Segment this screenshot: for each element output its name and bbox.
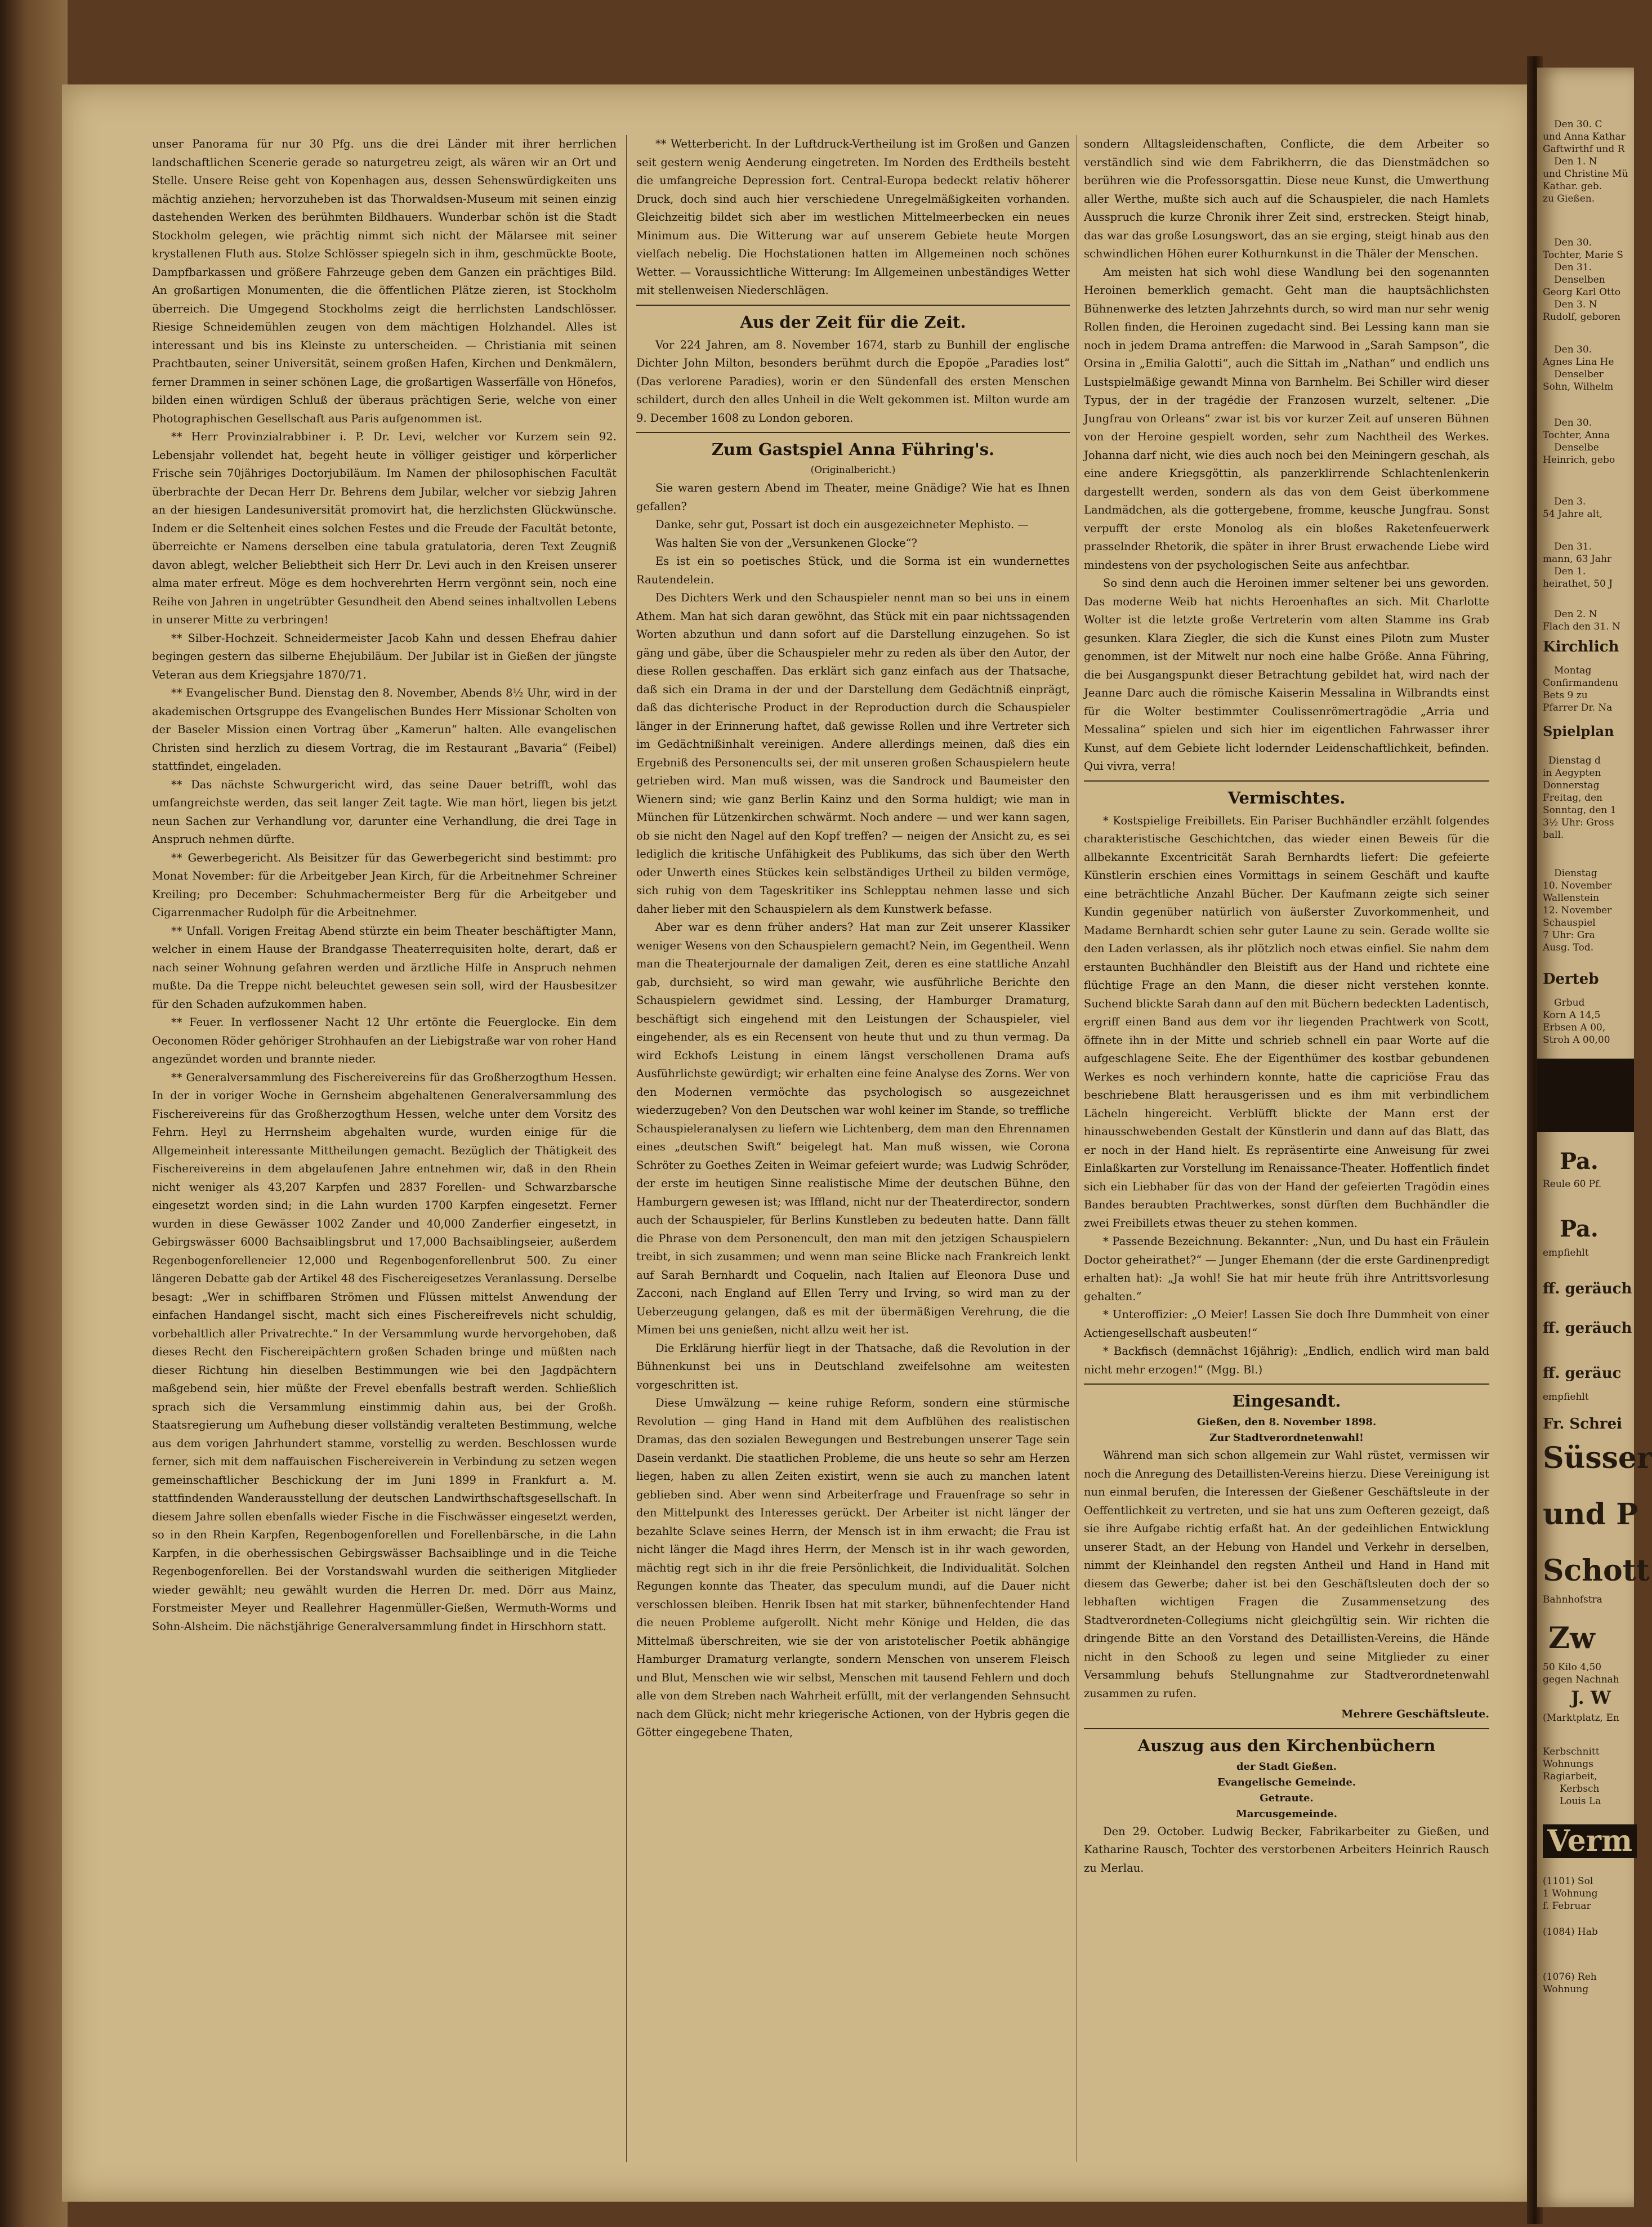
section-divider — [1084, 780, 1489, 782]
fragment-line: Schauspiel — [1543, 917, 1596, 929]
fragment-line: 54 Jahre alt, — [1543, 508, 1603, 520]
fragment-line: Ausg. Tod. — [1543, 942, 1594, 953]
column-local-news — [152, 135, 617, 1636]
gastspiel-paragraph: Was halten Sie von der „Versunkenen Glocke“? — [655, 536, 917, 550]
article-panorama: unser Panorama für nur 30 Pfg. uns die drei Länder mit ihrer herrlichen landschaftlichen Scenerie gerade so naturgetreu zeigt, als wären wir an Ort und Stelle. Unsere Reise geht von Kopenhagen aus, dessen Sehenswürdigkeiten uns mächtig anziehen; hervorzuheben ist das Thorwaldsen-Museum mit seinen einzig dastehenden Werken des berühmten Bildhauers. Wunderbar schön ist die Stadt Stockholm gelegen, wie prächtig nimmt sich nicht der Mälarsee mit seiner krystallenen Fluth aus. Stolze Schlösser spiegeln sich in ihm, geschmückte Boote, Dampfbarkassen und größere Fahrzeuge geben dem Ganzen ein prächtiges Bild. An großartigen Monumenten, die die öffentlichen Plätze zieren, ist Stockholm überreich. Die Umgegend Stockholms zeigt die herrlichsten Landschlösser. Riesige Schneidemühlen zeugen von dem mächtigen Holzhandel. Alles ist interessant und bis ins Kleinste zu unterscheiden. — Christiania mit seinen Prachtbauten, seiner Universität, seinem großen Hafen, Kirchen und Denkmälern, ferner Drammen in seiner schönen Lage, die großartigen Wasserfälle von Hönefos, bilden einen würdigen Schluß der überaus prächtigen Serie, welche von einer Photographischen Gesellschaft aus Paris aufgenommen ist. — [152, 137, 617, 425]
fragment-line: 3½ Uhr: Gross — [1543, 817, 1614, 828]
heading-eingesandt: Eingesandt. — [1232, 1391, 1341, 1411]
fragment-heading: ff. geräuch — [1543, 1320, 1632, 1337]
fragment-line: Bets 9 zu — [1543, 690, 1588, 701]
gastspiel-paragraph: Sie waren gestern Abend im Theater, meine Gnädige? Wie hat es Ihnen gefallen? — [636, 481, 1070, 513]
fragment-line: Reule 60 Pf. — [1543, 1179, 1602, 1190]
fragment-line: 12. November — [1543, 905, 1612, 916]
fragment-line: Georg Karl Otto — [1543, 287, 1620, 298]
fragment-line: Sonntag, den 1 — [1543, 805, 1617, 816]
article-fishery-assembly: ** Generalversammlung des Fischereivereins für das Großherzogthum Hessen. In der in voriger Woche in Gernsheim abgehaltenen Generalversammlung des Fischereivereins für das Großherzogthum Hessen, welche unter dem Vorsitz des Fehrn. Heyl zu Herrnsheim abgehalten wurde, wurden einige für die Allgemeinheit interessante Mittheilungen gemacht. Bezüglich der Thätigkeit des Fischereivereins in dem abgelaufenen Jahre entnehmen wir, daß in den Rhein nicht weniger als 43,207 Karpfen und 2837 Forellen- und Schwarzbarsche eingesetzt worden sind; in die Lahn wurden 1700 Karpfen eingesetzt. Ferner wurden in diese Gewässer 1002 Zander und 40,000 Zanderfier eingesetzt, in Gebirgswässer 6000 Bachsaiblingsbrut und 17,000 Bachsaiblingseier, außerdem Regenbogenforelleneier 12,000 und Regenbogenforellenbrut 500. Zu einer längeren Debatte gab der Artikel 48 des Fischereigesetzes Veranlassung. Derselbe besagt: „Wer in schiffbaren Strömen und Flüssen mittelst Anwendung der einfachen Handangel sischt, macht sich eines Fischereifrevels nicht schuldig, vorbehaltlich aller Privatrechte.“ In der Versammlung wurde hervorgehoben, daß dieses Recht den Fischereipächtern großen Schaden bringe und müßten nach dieser Richtung hin dieselben Bestimmungen wie bei den Jagdpächtern maßgebend sein, hier müßte der Frevel ebenfalls bestraft werden. Schließlich sprach sich die Versammlung einstimmig dahin aus, bei der Großh. Staatsregierung um Aufhebung dieser vollständig veralteten Bestimmung, welche aus dem vorigen Jahrhundert stamme, vorstellig zu werden. Beschlossen wurde ferner, sich mit dem naffauischen Fischereiverein in Verbindung zu setzen wegen gemeinschaftlicher Beschickung der im Juni 1899 in Frankfurt a. M. stattfindenden Wanderausstellung der deutschen Landwirthschaftsgesellschaft. In diesem Jahre sollen ebenfalls wieder Fische in die Fischwässer eingesetzt werden, so in den Rhein Karpfen, Regenbogenforellen und Forellenbärsche, in die Lahn Karpfen, in die oberhessischen Gebirgswässer Bachsaiblinge und in die Teiche Regenbogenforellen. Bei der Vorstandswahl wurden die seitherigen Mitglieder wieder gewählt; neu gewählt wurden die Herren Dr. med. Dörr aus Mainz, Forstmeister Meyer und Reallehrer Hagenmüller-Gießen, Wermuth-Worms und Sohn-Alsheim. Die nächstjährige Generalversammlung findet in Hirschhorn statt. — [152, 1070, 617, 1633]
fragment-line: (1084) Hab — [1543, 1926, 1598, 1938]
fragment-line: Denselber — [1554, 369, 1604, 380]
fragment-line: Den 2. N — [1554, 609, 1597, 620]
fragment-line: Den 30. C — [1554, 119, 1602, 130]
ad-heading: Pa. — [1560, 1148, 1599, 1175]
column-rule-1 — [626, 135, 627, 2162]
fragment-line: Denselben — [1554, 274, 1605, 285]
gastspiel-continued: sondern Alltagsleidenschaften, Conflicte, die dem Arbeiter so verständlich sind wie dem Fabrikherrn, die das Dienstmädchen so berühren wie die Professorsgattin. Diese neue Kunst, die Umwerthung aller Werthe, mußte sich auch auf die Schauspieler, die nach Hamlets Ausspruch die kurze Chronik ihrer Zeit sind, erstrecken. Steigt hinab, das war das große Losungswort, das an sie erging, steigt hinab aus den schwindlichen Höhen eurer Kothurnkunst in die Thäler der Menschen. — [1084, 137, 1489, 260]
fragment-line: Den 30. — [1554, 237, 1592, 248]
scan-edge-left — [0, 0, 68, 2227]
article-fire: ** Feuer. In verflossener Nacht 12 Uhr ertönte die Feuerglocke. Ein dem Oeconomen Röder gehöriger Strohhaufen an der Liebigstraße war von roher Hand angezündet worden und brannte nieder. — [152, 1016, 617, 1065]
fragment-line: (1076) Reh — [1543, 1971, 1597, 1983]
misc-item: * Passende Bezeichnung. Bekannter: „Nun, und Du hast ein Fräulein Doctor geheirathet?“ — Junger Ehemann (der die erste Gardinenpredigt erhalten hat): „Ja wohl! Sie hat mir heute früh ihre Antrittsvorlesung gehalten.“ — [1084, 1235, 1489, 1303]
fragment-line: empfiehlt — [1543, 1391, 1589, 1403]
fragment-line: Kerbschnitt — [1543, 1746, 1600, 1757]
fragment-line: zu Gießen. — [1543, 193, 1595, 204]
section-divider — [1084, 1383, 1489, 1385]
ad-heading-inverted: Verm — [1543, 1824, 1637, 1858]
gastspiel-continued: So sind denn auch die Heroinen immer seltener bei uns geworden. Das moderne Weib hat nichts Heroenhaftes an sich. Mit Charlotte Wolter ist die letzte große Vertreterin vom alten Stamme ins Grab gesunken. Klara Ziegler, die sich die Kunst eines Pilotn zum Muster genommen, ist der Mitwelt nur noch eine halbe Größe. Anna Führing, die bei Ausgangspunkt dieser Betrachtung gebildet hat, wird nach der Jeanne Darc auch die römische Kaiserin Messalina in Wilbrandts einst für die Wolter bestimmter Coulissenrömertragödie „Arria und Messalina“ spielen und sich hier im eigentlichen Fahrwasser ihrer Kunst, auf dem Gebiete licht lodernder Leidenschaftlichkeit, befinden. Qui vivra, verra! — [1084, 577, 1489, 773]
fragment-line: Erbsen A 00, — [1543, 1022, 1606, 1033]
fragment-line: Tochter, Anna — [1543, 430, 1610, 441]
fragment-line: empfiehlt — [1543, 1247, 1589, 1258]
fragment-line: heirathet, 50 J — [1543, 578, 1613, 590]
fragment-line: mann, 63 Jahr — [1543, 554, 1612, 565]
fragment-line: Den 1. N — [1554, 156, 1597, 167]
heading-vermischtes: Vermischtes. — [1227, 788, 1346, 807]
fragment-line: Wohnungs — [1543, 1759, 1593, 1770]
article-evangelical-union: ** Evangelischer Bund. Dienstag den 8. November, Abends 8½ Uhr, wird in der akademischen Ortsgruppe des Evangelischen Bundes Herr Missionar Scholten von der Baseler Mission einen Vortrag über „Kamerun“ halten. Alle evangelischen Christen sind herzlich zu diesem Vortrag, die im Restaurant „Bavaria“ (Feibel) stattfindet, eingeladen. — [152, 686, 617, 773]
fragment-line: Montag — [1554, 665, 1592, 676]
article-levi-jubilee: ** Herr Provinzialrabbiner i. P. Dr. Levi, welcher vor Kurzem sein 92. Lebensjahr vollendet hat, begeht heute in völliger geistiger und körperlicher Frische sein 70jähriges Doctorjubiläum. Im Namen der philosophischen Facultät überbrachte der Decan Herr Dr. Behrens dem Jubilar, welcher vor siebzig Jahren an der hiesigen Landesuniversität promovirt hat, die herzlichsten Glückwünsche. Indem er die Seltenheit eines solchen Festes und die Freude der Facultät betonte, überreichte er Namens derselben eine tabula gratulatoria, deren Text Zeugniß davon ablegt, welcher Beliebtheit sich Herr Dr. Levi auch in den Kreisen unserer alma mater erfreut. Möge es dem hochverehrten Herrn vergönnt sein, noch eine Reihe von Jahren in ungetrübter Gesundheit den Abend seines inhaltvollen Lebens in unserer Mitte zu verbringen! — [152, 430, 617, 626]
fragment-line: Dienstag — [1554, 868, 1597, 879]
fragment-line: Den 3. N — [1554, 299, 1597, 310]
gastspiel-paragraph: Danke, sehr gut, Possart ist doch ein ausgezeichneter Mephisto. — — [655, 518, 1029, 531]
fragment-line: Louis La — [1560, 1796, 1601, 1807]
section-divider — [636, 432, 1070, 433]
fragment-line: Donnerstag — [1543, 780, 1600, 791]
heading-gastspiel: Zum Gastspiel Anna Führing's. — [711, 440, 995, 459]
kirchenbuecher-city: der Stadt Gießen. — [1236, 1760, 1337, 1773]
fragment-line: Den 30. — [1554, 417, 1592, 429]
fragment-heading: Spielplan — [1543, 723, 1614, 739]
fragment-line: in Aegypten — [1543, 767, 1601, 779]
fragment-line: Korn A 14,5 — [1543, 1010, 1601, 1021]
fragment-heading: ff. geräuc — [1543, 1365, 1622, 1382]
fragment-heading: Kirchlich — [1543, 639, 1619, 655]
fragment-line: Denselbe — [1554, 442, 1599, 453]
fragment-line: Tochter, Marie S — [1543, 249, 1623, 261]
fragment-heading: ff. geräuch — [1543, 1280, 1632, 1297]
article-silver-wedding: ** Silber-Hochzeit. Schneidermeister Jacob Kahn und dessen Ehefrau dahier begingen gestern das silberne Ehejubiläum. Der Jubilar ist in Gießen der jüngste Veteran aus dem Kriegsjahre 1870/71. — [152, 631, 617, 681]
misc-item: * Backfisch (demnächst 16jährig): „Endlich, endlich wird man bald nicht mehr erzogen!“ (Mgg. Bl.) — [1084, 1345, 1489, 1376]
fragment-line: (1101) Sol — [1543, 1876, 1593, 1887]
eingesandt-signature: Mehrere Geschäftsleute. — [1341, 1708, 1489, 1720]
fragment-line: 10. November — [1543, 880, 1612, 891]
fragment-line: Wallenstein — [1543, 892, 1600, 904]
fragment-line: und Christine Mü — [1543, 168, 1628, 180]
eingesandt-text: Während man sich schon allgemein zur Wahl rüstet, vermissen wir noch die Anregung des Detaillisten-Vereins hierzu. Diese Vereinigung ist nun einmal berufen, die Interessen der Gießener Geschäftsleute in der Oeffentlichkeit zu vertreten, und sie hat uns zum Oefteren gezeigt, daß sie ihre Aufgabe richtig erfaßt hat. An der gedeihlichen Entwicklung unserer Stadt, an der Hebung von Handel und Verkehr in derselben, nimmt der Kleinhandel den regsten Antheil und Hand in Hand mit diesem das Gewerbe; daher ist bei den Geschäftsleuten doch der so lebhaften wichtigen Fragen die Zusammensetzung des Stadtverordneten-Collegiums nicht gleichgültig sein. Wir richten die dringende Bitte an den Vorstand des Detaillisten-Vereins, die Hände nicht in den Schooß zu legen und seine Mitglieder zu einer Versammlung behufs Stellungnahme zur Stadtverordnetenwahl zusammen zu rufen. — [1084, 1449, 1489, 1700]
fragment-line: Grbud — [1554, 997, 1585, 1008]
fragment-line: Stroh A 00,00 — [1543, 1034, 1610, 1046]
kirchenbuecher-parish: Evangelische Gemeinde. — [1217, 1776, 1356, 1788]
fragment-line: Confirmandenu — [1543, 677, 1618, 689]
fragment-line: Agnes Lina He — [1543, 356, 1614, 368]
ad-black-block — [1537, 1059, 1634, 1132]
misc-item: * Unteroffizier: „O Meier! Lassen Sie doch Ihre Dummheit von einer Actiengesellschaft ausbeuten!“ — [1084, 1308, 1489, 1340]
section-divider — [636, 305, 1070, 306]
fragment-line: Den 31. — [1554, 262, 1592, 273]
fragment-line: Gaftwirthf und R — [1543, 144, 1625, 155]
ad-heading: Schott — [1543, 1554, 1650, 1588]
fragment-line: Kathar. geb. — [1543, 181, 1602, 192]
heading-kirchenbuecher: Auszug aus den Kirchenbüchern — [1137, 1735, 1436, 1755]
article-weather-report: ** Wetterbericht. In der Luftdruck-Vertheilung ist im Großen und Ganzen seit gestern wenig Aenderung eingetreten. Im Norden des Erdtheils besteht die umfangreiche Depression fort. Central-Europa bedeckt relativ höherer Druck, doch sind auch hier verschiedene Unregelmäßigkeiten vorhanden. Gleichzeitig bildet sich aber im westlichen Mittelmeerbecken ein neues Minimum aus. Die Witterung war auf unserem Gebiete heute Morgen vielfach nebelig. Die Hochstationen hatten im Allgemeinen noch schönes Wetter. — Voraussichtliche Witterung: Im Allgemeinen unbeständiges Wetter mit stellenweisen Niederschlägen. — [636, 137, 1070, 297]
section-divider — [1084, 1728, 1489, 1729]
article-trade-court: ** Gewerbegericht. Als Beisitzer für das Gewerbegericht sind bestimmt: pro Monat November: für die Arbeitgeber Jean Kirch, für die Arbeitnehmer Schreiner Kreiling; pro December: Schuhmachermeister Berg für die Arbeitgeber und Cigarrenmacher Rudolph für die Arbeitnehmer. — [152, 851, 617, 919]
column-miscellany — [1084, 135, 1489, 1877]
fragment-line: Sohn, Wilhelm — [1543, 381, 1614, 392]
fragment-line: ball. — [1543, 829, 1564, 841]
fragment-line: Wohnung — [1543, 1984, 1589, 1995]
fragment-line: Ragiarbeit, — [1543, 1771, 1597, 1782]
fragment-heading: Fr. Schrei — [1543, 1416, 1623, 1432]
gastspiel-paragraph: Die Erklärung hierfür liegt in der Thatsache, daß die Revolution in der Bühnenkunst bei uns in Deutschland zweifelsohne am weitesten vorgeschritten ist. — [636, 1341, 1070, 1391]
fragment-line: Rudolf, geboren — [1543, 311, 1620, 323]
fragment-line: Heinrich, gebo — [1543, 454, 1615, 466]
fragment-line: Den 3. — [1554, 496, 1586, 507]
fragment-line: Freitag, den — [1543, 792, 1602, 804]
ad-heading: Zw — [1548, 1621, 1595, 1655]
fragment-heading: J. W — [1571, 1687, 1611, 1708]
eingesandt-dateline: Gießen, den 8. November 1898. — [1196, 1416, 1377, 1428]
gastspiel-paragraph: Des Dichters Werk und den Schauspieler nennt man so bei uns in einem Athem. Man hat sich daran gewöhnt, das Stück mit ein paar nichtssagenden Worten abzuthun und dann sofort auf die Darstellung einzugehen. So ist gäng und gäbe, über die Schauspieler mehr zu reden als über den Autor, der diese Rollen geschaffen. Das erklärt sich ganz einfach aus der Thatsache, daß sich ein Drama in der und der Darstellung dem Gedächtniß einprägt, daß das dichterische Product in der Reproduction durch die Schauspieler länger in der Erinnerung haftet, daß gewisse Rollen und ihre Vertreter sich im Gedächtnißinhalt vereinigen. Andere allerdings meinen, daß dies ein Ergebniß des Personencults sei, der mit unseren großen Schauspielern heute getrieben wird. Man muß wissen, was die Sandrock und Baumeister den Wienern sind; wie ganz Berlin Kainz und den Sorma huldigt; wie man in München für Lützenkirchen schwärmt. Noch andere — und wer kann sagen, ob sie nicht den Nagel auf den Kopf treffen? — neigen der Ansicht zu, es sei lediglich die kritische Unfähigkeit des Publikums, das sich über den Werth oder Unwerth eines Stückes kein selbständiges Urtheil zu bilden vermöge, sich ruhig von dem Tageskritiker ins Schlepptau nehmen lasse und sich daher lieber mit den Schauspielern als dem Kunstwerk befasse. — [636, 591, 1070, 916]
fragment-line: Den 30. — [1554, 344, 1592, 355]
heading-aus-der-zeit: Aus der Zeit für die Zeit. — [740, 312, 966, 332]
fragment-line: Pfarrer Dr. Na — [1543, 702, 1613, 713]
fragment-line: und Anna Kathar — [1543, 131, 1626, 142]
fragment-line: 1 Wohnung — [1543, 1888, 1598, 1899]
article-accident: ** Unfall. Vorigen Freitag Abend stürzte ein beim Theater beschäftigter Mann, welcher in einem Hause der Brandgasse Theaterrequisiten holte, derart, daß er nach seiner Wohnung gefahren werden und ärztliche Hilfe in Anspruch nehmen mußte. Da die Treppe nicht beleuchtet gewesen sein soll, wird der Hausbesitzer für den Schaden aufzukommen haben. — [152, 924, 617, 1011]
gastspiel-paragraph: Diese Umwälzung — keine ruhige Reform, sondern eine stürmische Revolution — ging Hand in Hand mit dem Aufblühen des realistischen Dramas, das den sozialen Bewegungen und Bestrebungen unserer Tage sein Dasein verdankt. Die staatlichen Probleme, die uns heute so sehr am Herzen liegen, haben zu allen Zeiten existirt, wenn sie auch zu manchen latent geblieben sind. Aber wenn sind Arbeiterfrage und Frauenfrage so sehr in den Mittelpunkt des Interesses gerückt. Der Arbeiter ist nicht länger der bezahlte Sclave seines Herrn, der Mensch ist in ihm erwacht; die Frau ist nicht länger die Magd ihres Herrn, der Mensch ist in ihr wach geworden, mächtig regt sich in ihr die freie Persönlichkeit, die Individualität. Solchen Regungen konnte das Theater, das speculum mundi, auf die Dauer nicht verschlossen bleiben. Henrik Ibsen hat mit starker, bühnenfechtender Hand die neuen Probleme aufgerollt. Nicht mehr Könige und Helden, die das Mittelmaß überschreiten, wie sie der von aristotelischer Poetik abhängige Hamburger Dramaturg verlangte, sondern Menschen von unserem Fleisch und Blut, Menschen wie wir selbst, Menschen mit tausend Fehlern und doch alle von dem Streben nach Wahrheit erfüllt, mit der verlangenden Sehnsucht nach dem Glück; nicht mehr kriegerische Actionen, von der Hybris gegen die Götter eingegebene Thaten, — [636, 1396, 1070, 1739]
column-feuilleton — [636, 135, 1070, 1742]
kirchenbuecher-congregation: Marcusgemeinde. — [1235, 1808, 1338, 1820]
article-jury-court: ** Das nächste Schwurgericht wird, das seine Dauer betrifft, wohl das umfangreichste werden, das seit langer Zeit tagte. Wie man hört, liegen bis jetzt neun Sachen zur Verhandlung vor, darunter eine Verhandlung, die drei Tage in Anspruch nehmen dürfte. — [152, 778, 617, 846]
fragment-line: Den 31. — [1554, 541, 1592, 552]
gastspiel-paragraph: Es ist ein so poetisches Stück, und die Sorma ist ein wundernettes Rautendelein. — [636, 555, 1070, 586]
fragment-line: Bahnhofstra — [1543, 1594, 1602, 1605]
ad-heading: Pa. — [1560, 1216, 1599, 1242]
ad-heading: Süsser — [1543, 1441, 1652, 1475]
eingesandt-title: Zur Stadtverordnetenwahl! — [1209, 1432, 1364, 1444]
fragment-line: Den 1. — [1554, 566, 1586, 577]
article-milton: Vor 224 Jahren, am 8. November 1674, starb zu Bunhill der englische Dichter John Milton, besonders berühmt durch die Epopöe „Paradies lost“ (Das verlorene Paradies), worin er den Sündenfall des ersten Menschen schildert, durch den alles Unheil in die Welt gekommen ist. Milton wurde am 9. December 1608 zu London geboren. — [636, 338, 1070, 425]
kirchenbuecher-entry: Den 29. October. Ludwig Becker, Fabrikarbeiter zu Gießen, und Katharine Rausch, Tochter des verstorbenen Arbeiters Heinrich Rausch zu Merlau. — [1084, 1824, 1489, 1875]
ad-heading: und P — [1543, 1497, 1638, 1532]
fragment-line: gegen Nachnah — [1543, 1674, 1619, 1685]
subheading-originalbericht: (Originalbericht.) — [810, 465, 896, 476]
misc-item: * Kostspielige Freibillets. Ein Pariser Buchhändler erzählt folgendes charakteristische Geschichtchen, das wieder einen Beweis für die allbekannte Excentricität Sarah Bernhardts liefert: Die gefeierte Künstlerin erschien eines Vormittags in seinem Geschäft und kaufte eine beträchtliche Anzahl Bücher. Der Kaufmann zeigte sich seiner Kundin gegenüber natürlich von äußerster Zuvorkommenheit, und Madame Bernhardt schien sehr guter Laune zu sein. Gerade wollte sie den Laden verlassen, als ihr plötzlich noch etwas einfiel. Sie nahm dem erstaunten Buchhändler den Bleistift aus der Hand und richtete eine flüchtige Frage an den Mann, die dieser nicht verstehen konnte. Suchend blickte Sarah dann auf den mit Büchern bedeckten Ladentisch, ergriff einen Band aus dem vor ihr liegenden Prachtwerk von Scott, öffnete ihn in der Mitte und schrieb schnell ein paar Worte auf die aufgeschlagene Seite. Ehe der Eigenthümer des kostbar gebundenen Werkes es noch verhindern konnte, hatte die capriciöse Frau das beschriebene Blatt herausgerissen und es ihm mit verbindlichem Lächeln hingereicht. Verblüfft blickte der Mann erst der hinausschwebenden Gestalt der Künstlerin und dann auf das Blatt, das er noch in der Hand hielt. Es repräsentirte eine Anweisung für zwei Einlaßkarten zur Vorstellung im Renaissance-Theater. Hoffentlich findet sich ein Liebhaber für das von der Hand der gefeierten Tragödin eines Bandes beraubten Prachtwerkes, sonst dürften dem Buchhändler die zwei Freibillets etwas theuer zu stehen kommen. — [1084, 814, 1489, 1230]
kirchenbuecher-section: Getraute. — [1260, 1792, 1314, 1804]
gastspiel-continued: Am meisten hat sich wohl diese Wandlung bei den sogenannten Heroinen bemerklich gemacht. Geht man die hauptsächlichsten Bühnenwerke des letzten Jahrzehnts durch, so wird man nur sehr wenig Rollen finden, die Heroinen zugedacht sind. Bei Lessing kann man sie noch in jedem Drama antreffen: die Marwood in „Sarah Sampson“, die Orsina in „Emilia Galotti“, auch die Sittah im „Nathan“ und endlich uns Lustspielmäßige gewandt Minna von Barnhelm. Bei Schiller wird dieser Typus, der in der tragédie der Franzosen wurzelt, seltener. „Die Jungfrau von Orleans“ zwar ist bis vor kurzer Zeit auf unseren Bühnen von der Heroine gespielt worden, sehr zum Nachtheil des Werkes. Johanna darf nicht, wie dies auch noch bei den Meiningern geschah, als eine andere Kriegsgöttin, als panzerklirrende Schlachtenlenkerin dargestellt werden, sondern als das von dem Geist überkommene Landmädchen, als die gottergebene, fromme, keusche Jungfrau. Sonst verpufft der erste Monolog als ein bloßes Raketenfeuerwerk prasselnder Rhetorik, die später in ihrer Brust erwachende Liebe wird mindestens von der psychologischen Seite aus anfechtbar. — [1084, 265, 1489, 572]
fragment-line: Dienstag d — [1548, 755, 1601, 766]
fragment-line: (Marktplatz, En — [1543, 1712, 1619, 1724]
fragment-line: 7 Uhr: Gra — [1543, 930, 1595, 941]
fragment-line: Kerbsch — [1560, 1783, 1600, 1795]
adjacent-page-fragment — [1537, 68, 1652, 2207]
fragment-line: 50 Kilo 4,50 — [1543, 1662, 1602, 1673]
gastspiel-paragraph: Aber war es denn früher anders? Hat man zur Zeit unserer Klassiker weniger Wesens von den Schauspielern gemacht? Nein, im Gegentheil. Wenn man die Theaterjournale der damaligen Zeit, deren es eine stattliche Anzahl gab, durchsieht, so wird man gewahr, wie ausführliche Berichte den Schauspielern gewidmet sind. Lessing, der Hamburger Dramaturg, beschäftigt sich eingehend mit den Leistungen der Schauspieler, viel eingehender, als es ein Recensent von heute thut und zu thun vermag. Da wird Eckhofs Leistung in einem längst verschollenen Drama aufs Ausführlichste gewürdigt; wir erhalten eine feine Analyse des Zorns. Wer von den Modernen vermöchte das psychologisch so ausgezeichnet wiederzugeben? Von den Deutschen war wohl keiner im Stande, so treffliche Schauspieleranalysen zu liefern wie Lichtenberg, dem man den Ehrennamen eines „deutschen Swift“ beigelegt hat. Man muß wissen, wie Corona Schröter zu Goethes Zeiten in Weimar gefeiert wurde; was Ludwig Schröder, der erste im heutigen Sinne realistische Mime der deutschen Bühne, den Hamburgern gewesen ist; was Iffland, nicht nur der Theaterdirector, sondern auch der Schauspieler, für Berlins Kunstleben zu bedeuten hatte. Dann fällt die Phrase von dem Personencult, den man mit den jetzigen Schauspielern treibt, in sich zusammen; und wenn man seine Blicke nach Frankreich lenkt auf Sarah Bernhardt und Coquelin, nach Italien auf Eleonora Duse und Zacconi, nach England auf Ellen Terry und Irving, so wird man zu der Ueberzeugung gelangen, daß es mit der übermäßigen Verehrung, die die Mimen bei uns genießen, nicht allzu weit her ist. — [636, 921, 1070, 1336]
fragment-heading: Derteb — [1543, 971, 1599, 988]
fragment-line: f. Februar — [1543, 1900, 1591, 1912]
fragment-line: Flach den 31. N — [1543, 621, 1620, 632]
